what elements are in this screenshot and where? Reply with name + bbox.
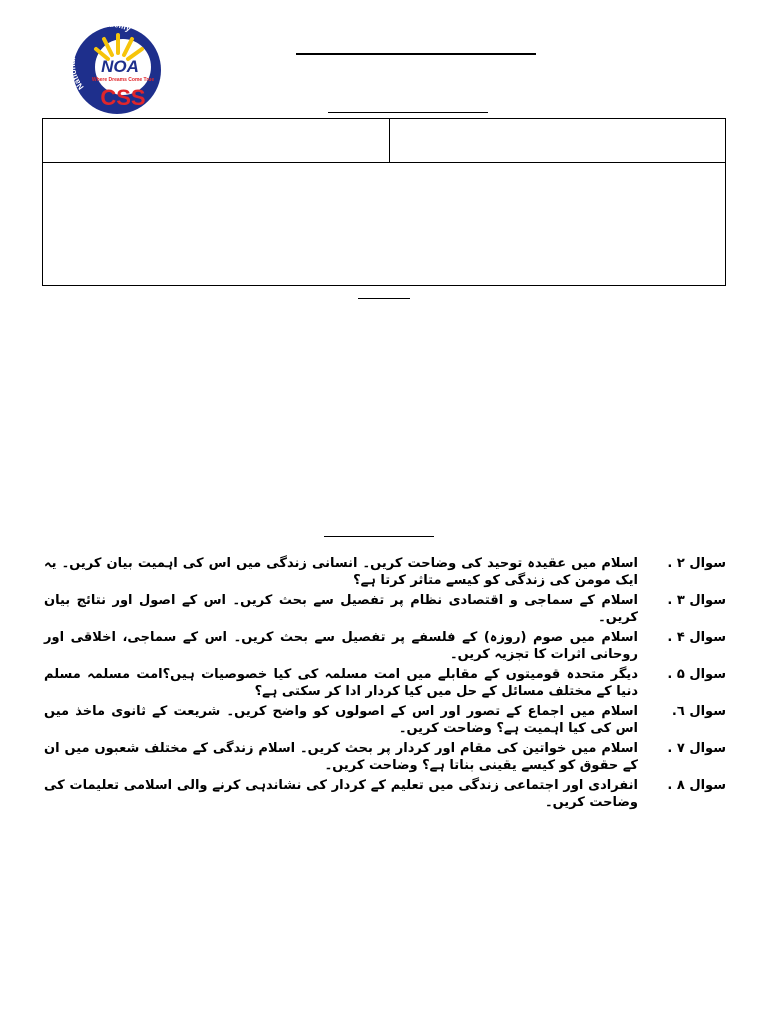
logo-noa-text: NOA xyxy=(101,57,139,76)
question-number: سوال ۴ . xyxy=(667,630,726,645)
question-number: سوال ۷ . xyxy=(667,741,726,756)
question-number: سوال ۸ . xyxy=(667,778,726,793)
question-text: اسلام کے سماجی و اقتصادی نظام پر تفصیل سے بحث کریں۔ اس کے اصول اور نتائج بیان کریں۔ xyxy=(44,593,638,625)
logo-css-text: CSS xyxy=(100,85,146,110)
question-text: اسلام میں عقیدہ توحید کی وضاحت کریں۔ انسانی زندگی میں اس کی اہمیت بیان کریں۔ یہ ایک مومن کی زندگی کو کیسے متاثر کرتا ہے؟ xyxy=(44,556,638,588)
logo-emblem xyxy=(68,25,166,115)
subtitle-rule xyxy=(328,112,488,113)
question-number: سوال ۵ . xyxy=(667,667,726,682)
question-item xyxy=(44,629,726,663)
question-item xyxy=(44,592,726,626)
question-number: سوال ۳ . xyxy=(667,593,726,608)
question-text: اسلام میں اجماع کے تصور اور اس کے اصولوں کو واضح کریں۔ شریعت کے ثانوی ماخذ میں اس کی کیا اہمیت ہے؟ وضاحت کریں۔ xyxy=(44,704,638,736)
part-rule xyxy=(324,536,434,537)
academy-logo xyxy=(68,25,166,115)
instructions-box xyxy=(42,162,726,286)
question-number: سوال ۲ . xyxy=(667,556,726,571)
questions-list xyxy=(44,555,726,814)
section-rule xyxy=(358,298,410,299)
question-item xyxy=(44,555,726,589)
question-item xyxy=(44,703,726,737)
question-text: انفرادی اور اجتماعی زندگی میں تعلیم کے کردار کی نشاندہی کرنے والی اسلامی تعلیمات کی وضاحت کریں۔ xyxy=(44,778,638,810)
title-rule xyxy=(296,53,536,55)
info-cell-left xyxy=(42,118,390,163)
question-number: سوال ٦. xyxy=(671,704,726,719)
logo-ring-text: National Officers Ac my xyxy=(68,25,133,92)
question-item xyxy=(44,777,726,811)
info-cell-right xyxy=(389,118,726,163)
question-text: اسلام میں صوم (روزہ) کے فلسفے پر تفصیل سے بحث کریں۔ اس کے سماجی، اخلاقی اور روحانی اثرات کا تجزیہ کریں۔ xyxy=(44,630,638,662)
question-item xyxy=(44,740,726,774)
question-text: دیگر متحدہ قومیتوں کے مقابلے میں امت مسلمہ کی کیا خصوصیات ہیں؟امت مسلمہ مسلم دنیا کے مختلف مسائل کے حل میں کیا کردار ادا کر سکتی ہے؟ xyxy=(44,667,638,699)
logo-tagline: Where Dreams Come True xyxy=(91,77,155,83)
question-item xyxy=(44,666,726,700)
question-text: اسلام میں خواتین کی مقام اور کردار پر بحث کریں۔ اسلام زندگی کے مختلف شعبوں میں ان کے حقوق کو کیسے یقینی بناتا ہے؟ وضاحت کریں۔ xyxy=(44,741,638,773)
